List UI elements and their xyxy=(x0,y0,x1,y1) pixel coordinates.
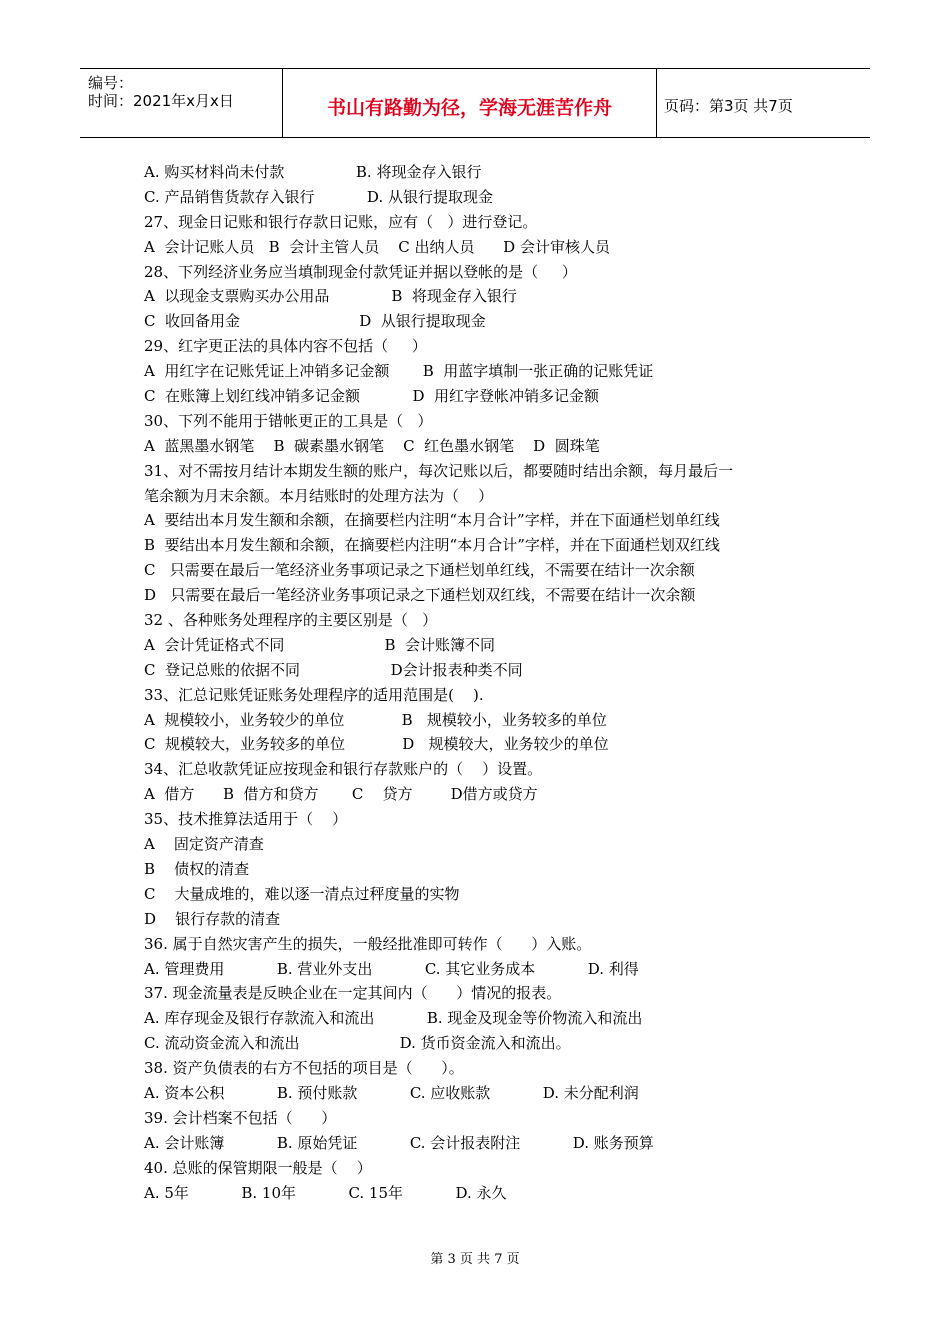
text-line: C. 产品销售货款存入银行 D. 从银行提取现金 xyxy=(144,187,493,206)
text-line: 30、下列不能用于错帐更正的工具是（ ） xyxy=(144,411,433,430)
text-line: 31、对不需按月结计本期发生额的账户，每次记账以后，都要随时结出余额，每月最后一 xyxy=(144,461,734,480)
header-page-cell xyxy=(656,69,870,137)
header-meta-cell xyxy=(80,69,282,137)
text-line: C 只需要在最后一笔经济业务事项记录之下通栏划单红线，不需要在结计一次余额 xyxy=(144,561,695,580)
text-line: A. 管理费用 B. 营业外支出 C. 其它业务成本 D. 利得 xyxy=(144,959,639,978)
text-line: A. 购买材料尚未付款 B. 将现金存入银行 xyxy=(144,163,482,181)
text-line: A 蓝黑墨水钢笔 B 碳素墨水钢笔 C 红色墨水钢笔 D 圆珠笔 xyxy=(144,436,600,455)
text-line: C 大量成堆的，难以逐一清点过秤度量的实物 xyxy=(144,884,460,903)
text-line: B 要结出本月发生额和余额，在摘要栏内注明“本月合计”字样，并在下面通栏划双红线 xyxy=(144,536,720,555)
text-line: A. 5年 B. 10年 C. 15年 D. 永久 xyxy=(144,1183,507,1202)
text-line: A 用红字在记账凭证上冲销多记金额 B 用蓝字填制一张正确的记账凭证 xyxy=(144,362,654,381)
text-line: C. 流动资金流入和流出 D. 货币资金流入和流出。 xyxy=(144,1034,571,1053)
text-line: 笔余额为月末余额。本月结账时的处理方法为（ ） xyxy=(144,486,494,505)
text-line: 27、现金日记账和银行存款日记账，应有（ ）进行登记。 xyxy=(144,212,538,231)
text-line: C 收回备用金 D 从银行提取现金 xyxy=(144,312,486,331)
text-line: 38. 资产负债表的右方不包括的项目是（ ）。 xyxy=(144,1059,464,1078)
header-motto-cell xyxy=(282,69,657,137)
text-line: 28、下列经济业务应当填制现金付款凭证并据以登帐的是（ ） xyxy=(144,262,577,281)
text-line: 34、汇总收款凭证应按现金和银行存款账户的（ ）设置。 xyxy=(144,760,543,779)
text-line: A 固定资产清查 xyxy=(144,835,264,854)
text-line: 37. 现金流量表是反映企业在一定其间内（ ）情况的报表。 xyxy=(144,984,562,1003)
question-content xyxy=(144,160,824,1205)
text-line: 32 、各种账务处理程序的主要区别是（ ） xyxy=(144,611,438,630)
text-line: A. 会计账簿 B. 原始凭证 C. 会计报表附注 D. 账务预算 xyxy=(144,1133,654,1152)
header-page-info: 页码：第3页 共7页 xyxy=(664,97,793,115)
text-line: 36. 属于自然灾害产生的损失，一般经批准即可转作（ ）入账。 xyxy=(144,934,592,953)
text-line: A. 资本公积 B. 预付账款 C. 应收账款 D. 未分配利润 xyxy=(144,1083,639,1102)
text-line: A 会计凭证格式不同 B 会计账簿不同 xyxy=(144,635,496,654)
text-line: C 规模较大，业务较多的单位 D 规模较大，业务较少的单位 xyxy=(144,735,609,754)
text-line: A 规模较小，业务较少的单位 B 规模较小，业务较多的单位 xyxy=(144,710,607,729)
header-motto: 书山有路勤为径，学海无涯苦作舟 xyxy=(326,97,612,119)
text-line: 35、技术推算法适用于（ ） xyxy=(144,810,348,829)
text-line: 33、汇总记账凭证账务处理程序的适用范围是( ). xyxy=(144,685,484,704)
text-line: C 登记总账的依据不同 D会计报表种类不同 xyxy=(144,660,523,679)
document-date-label: 时间：2021年x月x日 xyxy=(88,92,234,110)
text-line: D 银行存款的清查 xyxy=(144,909,281,928)
page-footer: 第 3 页 共 7 页 xyxy=(430,1252,520,1267)
text-line: A 会计记账人员 B 会计主管人员 C 出纳人员 D 会计审核人员 xyxy=(144,237,610,256)
text-line: A 借方 B 借方和贷方 C 贷方 D借方或贷方 xyxy=(144,785,538,804)
text-line: A. 库存现金及银行存款流入和流出 B. 现金及现金等价物流入和流出 xyxy=(144,1009,643,1028)
text-line: D 只需要在最后一笔经济业务事项记录之下通栏划双红线，不需要在结计一次余额 xyxy=(144,586,696,605)
document-number-label: 编号： xyxy=(88,74,134,92)
page-header xyxy=(80,68,870,138)
text-line: 40. 总账的保管期限一般是（ ） xyxy=(144,1158,372,1177)
text-line: 29、红字更正法的具体内容不包括（ ） xyxy=(144,337,427,356)
text-line: A 要结出本月发生额和余额，在摘要栏内注明“本月合计”字样，并在下面通栏划单红线 xyxy=(144,511,720,530)
text-line: 39. 会计档案不包括（ ） xyxy=(144,1108,337,1127)
text-line: A 以现金支票购买办公用品 B 将现金存入银行 xyxy=(144,287,517,306)
text-line: C 在账簿上划红线冲销多记金额 D 用红字登帐冲销多记金额 xyxy=(144,387,600,406)
text-line: B 债权的清查 xyxy=(144,859,250,878)
